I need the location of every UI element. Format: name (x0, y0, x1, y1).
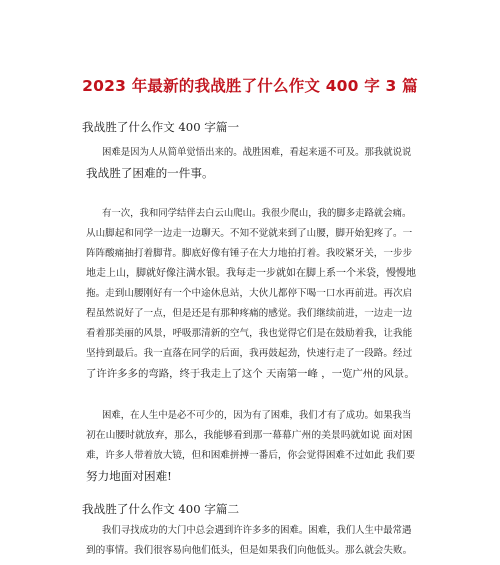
paragraph-line: 了许许多多的弯路，终于我走上了这个 天南第一峰 ，一览广州的风景。 (86, 368, 415, 380)
paragraph-line: 坚持到最后。我一直落在同学的后面，我再鼓起劲，快速行走了一段路。经过 (86, 348, 413, 359)
paragraph-line: 地走上山，脚就好像注满水银。我每走一步就如在脚上系一个米袋，慢慢地 (86, 268, 416, 279)
paragraph-line: 难，许多人带着放大镜，但和困难拼搏一番后，你会觉得困难不过如此 我们要 (86, 450, 416, 461)
paragraph-line: 初在山腰时就放弃，那么，我能够看到那一幕幕广州的美景吗就如说 面对困 (86, 430, 413, 441)
paragraph-line: 看着那美丽的风景，呼吸那清新的空气，我也觉得它们是在鼓励着我，让我能 (86, 328, 413, 339)
paragraph-line: 到的事情。我们很容易向他们低头，但是如果我们向他低头。那么就会失败。 (86, 545, 413, 556)
paragraph-line: 程虽然说好了一点，但是还是有那种疼痛的感觉。我们继续前进，一边走一边 (86, 308, 413, 319)
section-heading: 我战胜了什么作文 400 字篇二 (82, 502, 240, 516)
paragraph-line: 从山脚起和同学一边走一边聊天。不知不觉就来到了山腰，脚开始犯疼了。一 (86, 228, 413, 239)
paragraph-line: 我们寻找成功的大门中总会遇到许许多多的困难。困难，我们人生中最常遇 (102, 525, 412, 536)
document-title: 2023 年最新的我战胜了什么作文 400 字 3 篇 (82, 77, 418, 95)
paragraph-line: 困难，在人生中是必不可少的，因为有了困难，我们才有了成功。如果我当 (102, 410, 412, 421)
paragraph-line: 努力地面对困难! (86, 469, 172, 483)
paragraph-line: 困难是因为人从简单觉悟出来的。战胜困难，看起来遥不可及。那我就说说 (102, 147, 412, 158)
paragraph-line: 我战胜了困难的一件事。 (86, 166, 214, 180)
paragraph-line: 有一次，我和同学结伴去白云山爬山。我很少爬山，我的脚多走路就会痛。 (102, 208, 412, 219)
paragraph-line: 拖。走到山腰刚好有一个中途休息站，大伙儿都停下喝一口水再前进。再次启 (86, 288, 413, 299)
section-heading: 我战胜了什么作文 400 字篇一 (82, 120, 240, 134)
paragraph-line: 阵阵酸痛抽打着脚背。脚底好像有锤子在大力地拍打着。我咬紧牙关，一步步 (86, 248, 413, 259)
